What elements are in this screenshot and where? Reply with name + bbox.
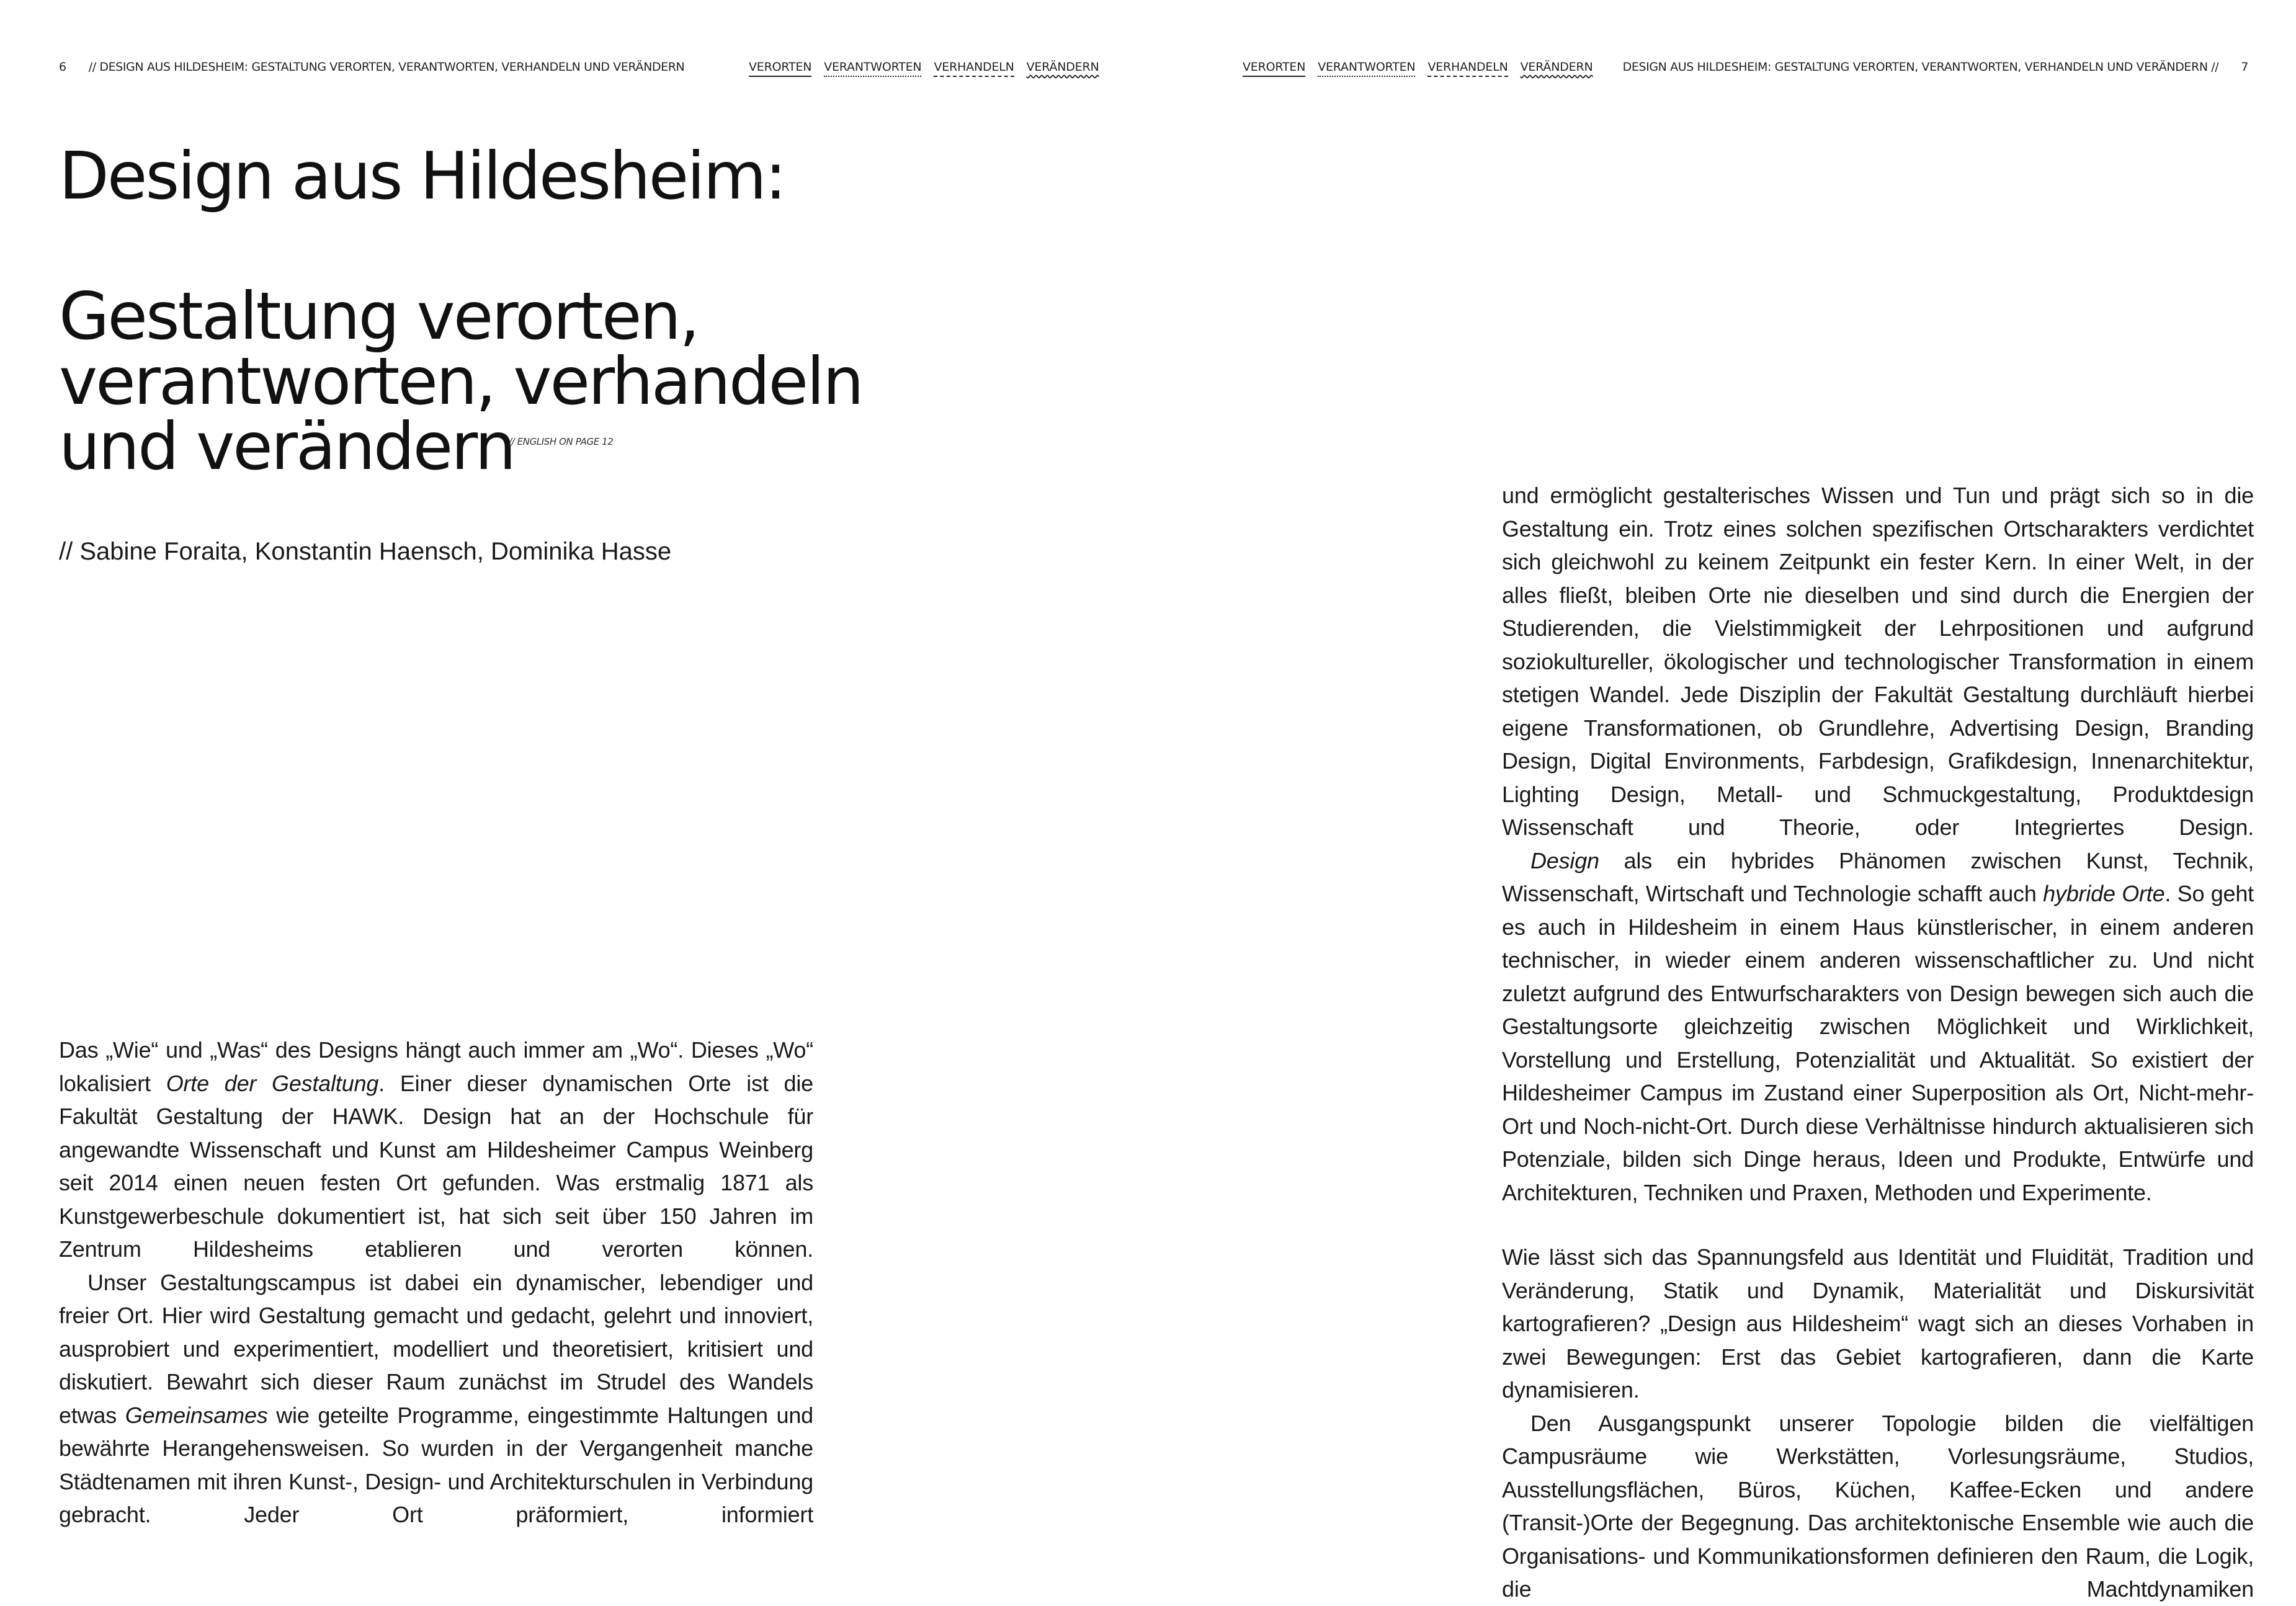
paragraph: Design als ein hybrides Phänomen zwischen Kunst, Technik, Wissenschaft, Wirtschaft und Technologie schafft auch hybride Orte. So geht es auch in Hildesheim in einem Haus künstlerischer, in einem anderen technischer, in wieder einem anderen wissenschaftlicher zu. Und nicht zuletzt aufgrund des Entwurfscharakters von Design bewegen sich auch die Gestaltungsorte gleichzeitig zwischen Möglichkeit und Wirklichkeit, Vorstellung und Erstellung, Potenzialität und Aktualität. So existiert der Hildesheimer Campus im Zustand einer Superposition als Ort, Nicht-mehr-Ort und Noch-nicht-Ort. Durch diese Verhältnisse hindurch aktualisieren sich Potenziale, bilden sich Dinge heraus, Ideen und Produkte, Entwürfe und Architekturen, Techniken und Praxen, Methoden und Experimente. [1502, 847, 2254, 1205]
page-title: Design aus Hildesheim: [59, 138, 785, 214]
keyword-nav-right [1243, 60, 1606, 77]
running-header-left [59, 60, 684, 74]
keyword-verantworten: VERANTWORTEN [1318, 60, 1415, 77]
english-page-reference: // ENGLISH ON PAGE 12 [509, 436, 614, 447]
authors: // Sabine Foraita, Konstantin Haensch, Dominika Hasse [59, 538, 672, 565]
keyword-veraendern: VERÄNDERN [1520, 60, 1593, 74]
paragraph: Unser Gestaltungscampus ist dabei ein dynamischer, lebendiger und freier Ort. Hier wird Gestaltung gemacht und gedacht, gelehrt und innoviert, ausprobiert und experimentiert, modelliert und theoretisiert, kritisiert und diskutiert. Bewahrt sich dieser Raum zunächst im Strudel des Wandels etwas Gemeinsames wie geteilte Programme, eingestimmte Haltungen und bewährte Herangehensweisen. So wurden in der Vergangenheit manche Städtenamen mit ihren Kunst-, Design- und Architekturschulen in Verbindung gebracht. Jeder Ort präformiert, informiert [59, 1269, 813, 1527]
page-number-left: 6 [59, 60, 66, 74]
keyword-verorten: VERORTEN [749, 60, 811, 77]
paragraph: Den Ausgangspunkt unserer Topologie bilden die vielfältigen Campusräume wie Werkstätten, Vorlesungsräume, Studios, Ausstellungsflächen, Büros, Küchen, Kaffee-Ecken und andere (Transit-)Orte der Begegnung. Das architektonische Ensemble wie auch die Organisations- und Kommunikationsformen definieren den Raum, die Logik, die Machtdynamiken [1502, 1410, 2254, 1602]
page-number-right: 7 [2241, 60, 2248, 74]
keyword-verantworten: VERANTWORTEN [824, 60, 921, 77]
running-title-left: // DESIGN AUS HILDESHEIM: GESTALTUNG VERORTEN, VERANTWORTEN, VERHANDELN UND VERÄNDERN [88, 60, 685, 74]
keyword-veraendern: VERÄNDERN [1026, 60, 1099, 74]
keyword-verhandeln: VERHANDELN [1427, 60, 1508, 77]
running-title-right: DESIGN AUS HILDESHEIM: GESTALTUNG VERORTEN, VERANTWORTEN, VERHANDELN UND VERÄNDERN // [1622, 60, 2219, 74]
paragraph: Wie lässt sich das Spannungsfeld aus Identität und Fluidität, Tradition und Veränderung, Statik und Dynamik, Materialität und Diskursivität kartografieren? „Design aus Hildesheim“ wagt sich an dieses Vorhaben in zwei Bewegungen: Erst das Gebiet kartografieren, dann die Karte dynamisieren. [1502, 1244, 2254, 1403]
keyword-verorten: VERORTEN [1243, 60, 1305, 77]
subtitle-line: Gestaltung verorten, [59, 279, 699, 354]
paragraph: und ermöglicht gestalterisches Wissen und Tun und prägt sich so in die Gestaltung ein. Trotz eines solchen spezifischen Ortscharakters verdichtet sich gleichwohl zu keinem Zeitpunkt ein fester Kern. In einer Welt, in der alles fließt, bleiben Orte nie dieselben und sind durch die Energien der Studierenden, die Vielstimmigkeit der Lehrpositionen und aufgrund soziokultureller, ökologischer und technologischer Transformation in einem stetigen Wandel. Jede Disziplin der Fakultät Gestaltung durchläuft hierbei eigene Transformationen, ob Grundlehre, Advertising Design, Branding Design, Digital Environments, Farbdesign, Grafikdesign, Innenarchitektur, Lighting Design, Metall- und Schmuckgestaltung, Produktdesign Wissenschaft und Theorie, oder Integriertes Design. [1502, 483, 2254, 840]
running-header-right [1623, 60, 2248, 74]
page-subtitle [59, 279, 862, 484]
body-column-left [59, 1033, 813, 1532]
body-column-right-bottom [1502, 1241, 2254, 1606]
paragraph: Das „Wie“ und „Was“ des Designs hängt auch immer am „Wo“. Dieses „Wo“ lokalisiert Orte der Gestaltung. Einer dieser dynamischen Orte ist die Fakultät Gestaltung der HAWK. Design hat an der Hochschule für angewandte Wissenschaft und Kunst am Hildesheimer Campus Weinberg seit 2014 einen neuen festen Ort gefunden. Was erstmalig 1871 als Kunstgewerbeschule dokumentiert ist, hat sich seit über 150 Jahren im Zentrum Hildesheims etablieren und verorten können. [59, 1037, 813, 1262]
keyword-verhandeln: VERHANDELN [934, 60, 1014, 77]
keyword-nav-left [749, 60, 1112, 77]
subtitle-line: verantworten, verhandeln [59, 344, 862, 419]
subtitle-line: und verändern [59, 409, 515, 484]
body-column-right-top [1502, 479, 2254, 1209]
